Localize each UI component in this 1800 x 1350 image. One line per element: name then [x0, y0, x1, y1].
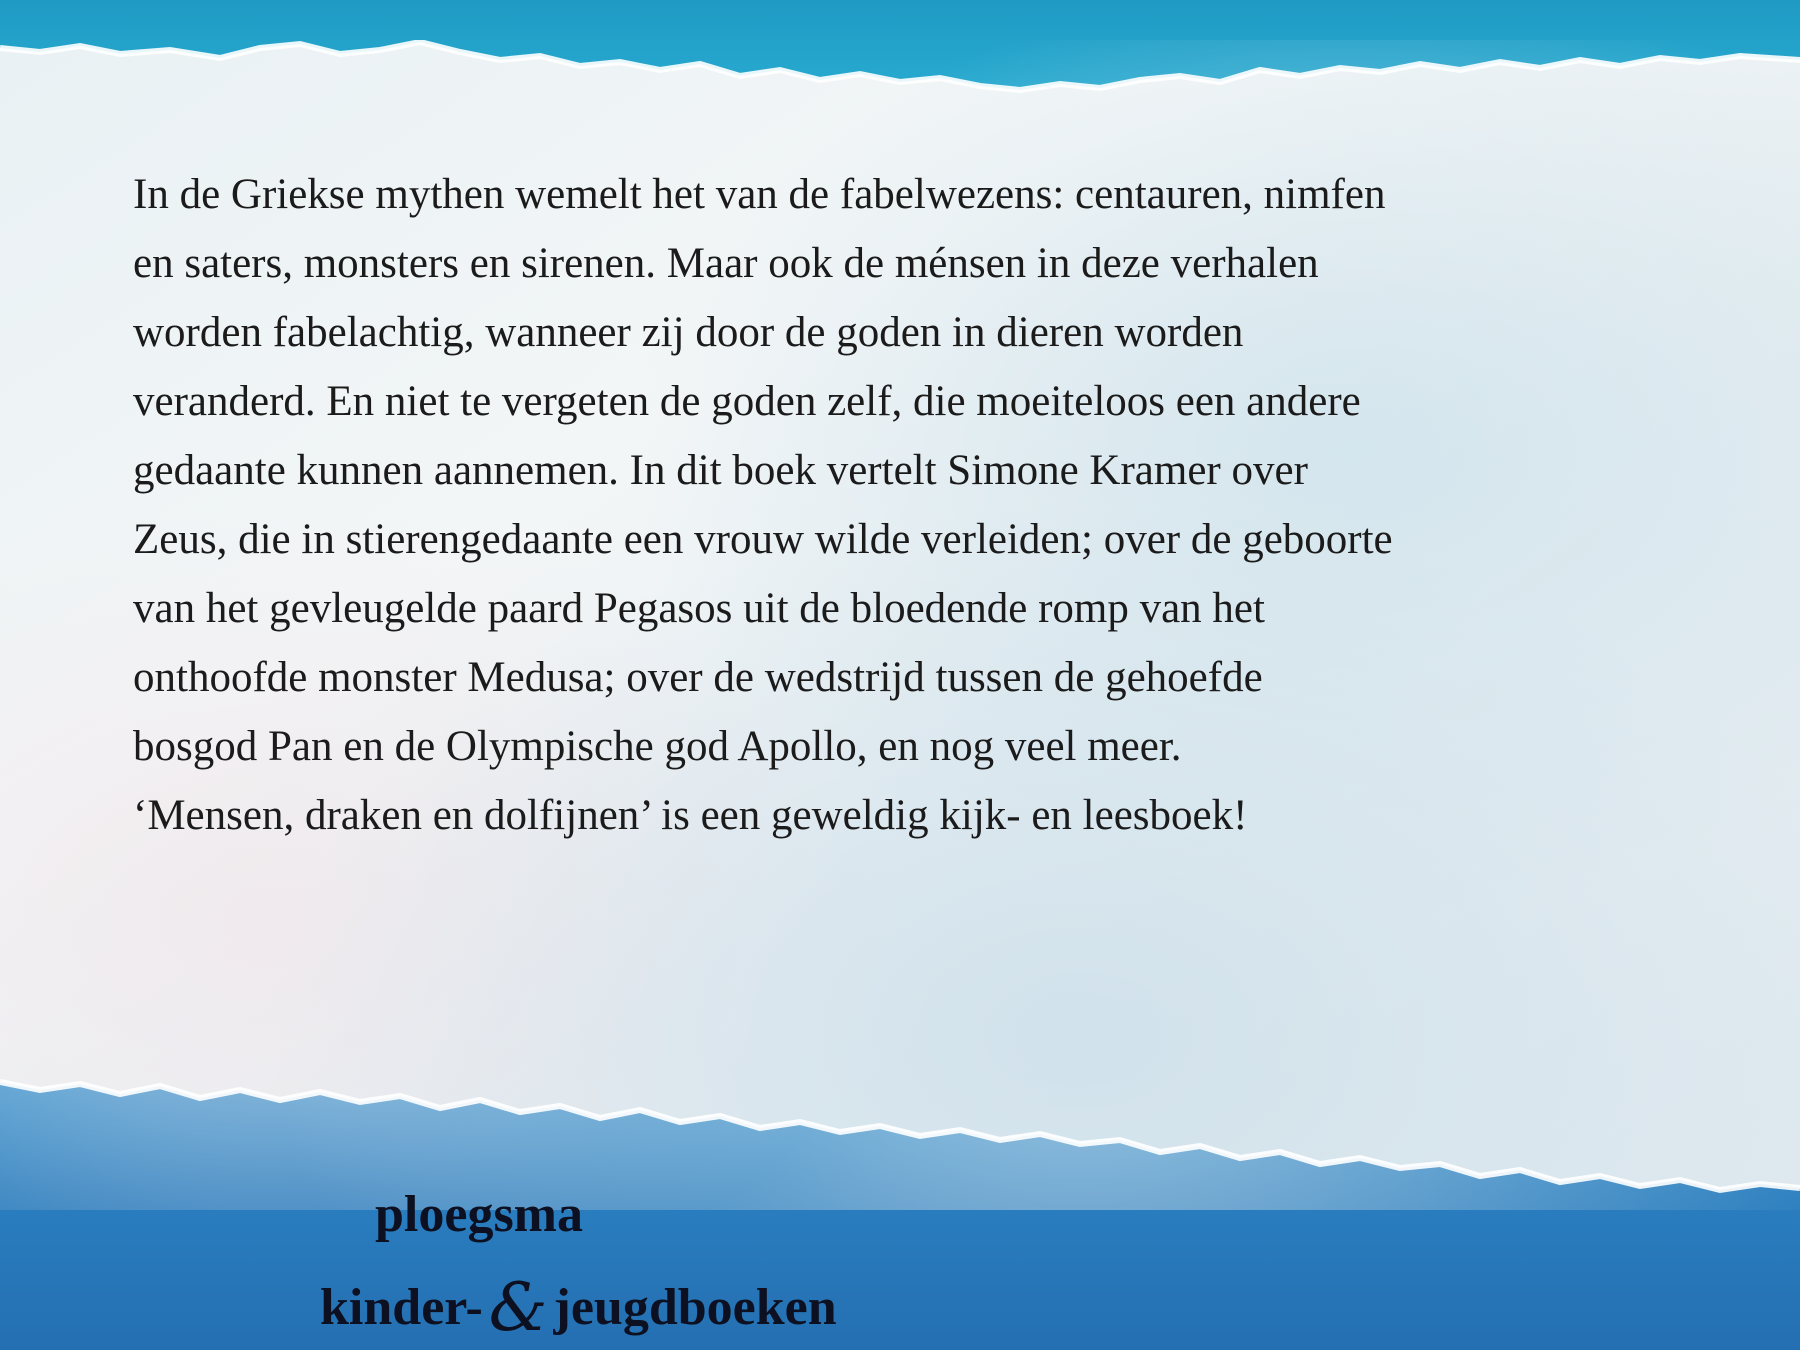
publisher-imprint — [320, 1263, 837, 1346]
back-cover-blurb — [133, 160, 1593, 850]
blurb-line: en saters, monsters en sirenen. Maar ook de ménsen in deze verhalen — [133, 240, 1319, 287]
ampersand-glyph: & — [488, 1269, 548, 1346]
imprint-right: jeugdboeken — [553, 1279, 837, 1336]
blurb-line: gedaante kunnen aannemen. In dit boek vertelt Simone Kramer over — [133, 447, 1308, 494]
publisher-name: ploegsma — [375, 1186, 583, 1243]
blurb-line: In de Griekse mythen wemelt het van de fabelwezens: centauren, nimfen — [133, 171, 1386, 218]
blurb-line: veranderd. En niet te vergeten de goden zelf, die moeiteloos een andere — [133, 378, 1361, 425]
imprint-left: kinder- — [320, 1279, 483, 1336]
blurb-line: van het gevleugelde paard Pegasos uit de bloedende romp van het — [133, 585, 1265, 632]
blurb-line: onthoofde monster Medusa; over de wedstrijd tussen de gehoefde — [133, 654, 1263, 701]
blurb-line: worden fabelachtig, wanneer zij door de goden in dieren worden — [133, 309, 1244, 356]
blurb-line: ‘Mensen, draken en dolfijnen’ is een geweldig kijk- en leesboek! — [133, 792, 1248, 839]
blurb-line: bosgod Pan en de Olympische god Apollo, en nog veel meer. — [133, 723, 1182, 770]
blurb-line: Zeus, die in stierengedaante een vrouw wilde verleiden; over de geboorte — [133, 516, 1393, 563]
